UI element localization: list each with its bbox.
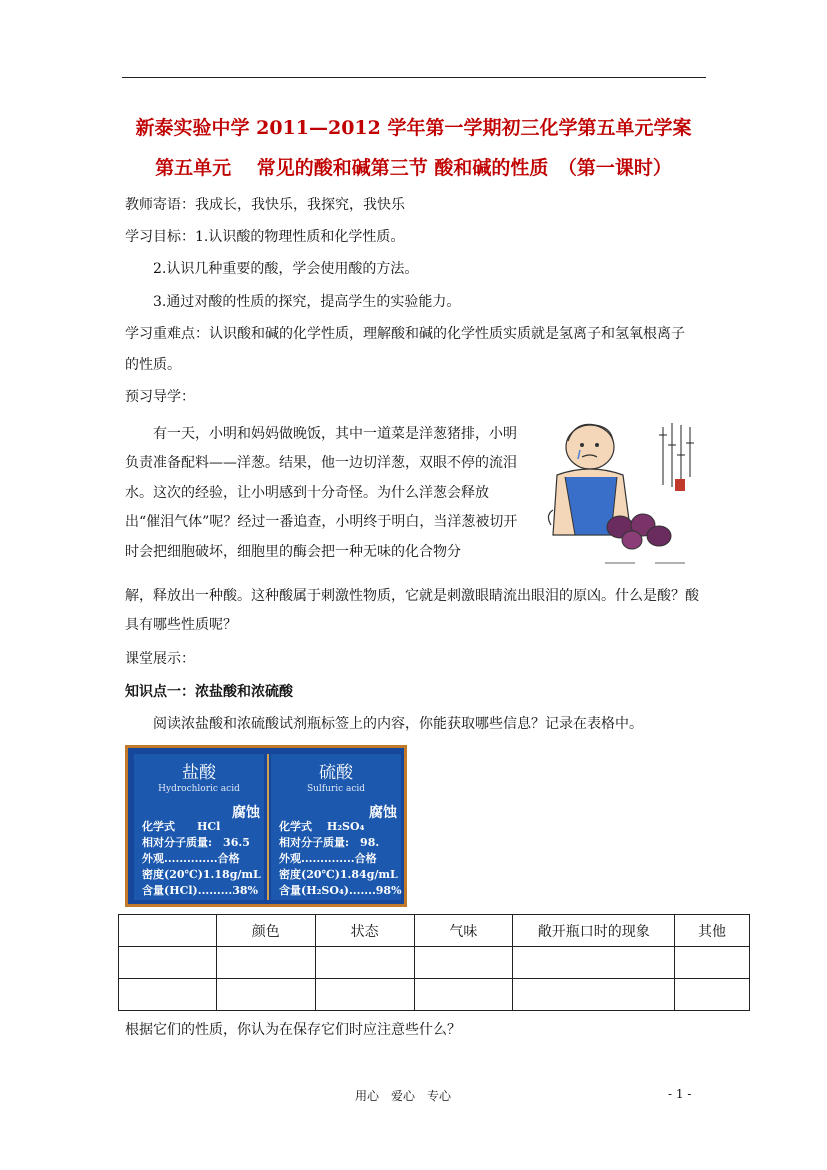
classroom-label: 课堂展示：: [125, 651, 195, 667]
table-row: [119, 979, 750, 1011]
knowledge-point-1-instruction: 阅读浓盐酸和浓硫酸试剂瓶标签上的内容，你能获取哪些信息？记录在表格中。: [153, 716, 643, 732]
table-cell[interactable]: [414, 947, 513, 979]
hcl-density: 密度(20℃)1.18g/mL: [142, 868, 261, 881]
table-header-row: [119, 915, 750, 947]
h2so4-molecular-mass: 相对分子质量: 98.: [279, 836, 380, 849]
table-cell[interactable]: [216, 947, 315, 979]
table-cell[interactable]: [513, 947, 675, 979]
page-number: - 1 -: [668, 1087, 692, 1101]
h2so4-appearance: 外观..............合格: [279, 852, 377, 865]
hcl-label: [134, 754, 264, 900]
teacher-motto: 教师寄语：我成长，我快乐，我探究，我快乐: [125, 197, 405, 213]
properties-table: [118, 914, 750, 1011]
onion-story: [125, 420, 523, 567]
learning-goal-1: 学习目标：1.认识酸的物理性质和化学性质。: [125, 229, 405, 245]
table-header-cell: 其他: [675, 915, 750, 947]
knowledge-point-1-title: 知识点一：浓盐酸和浓硫酸: [125, 684, 293, 700]
preview-label: 预习导学：: [125, 389, 195, 405]
learning-goal-2: 2.认识几种重要的酸，学会使用酸的方法。: [153, 261, 419, 277]
table-cell[interactable]: [675, 979, 750, 1011]
table-header-cell: 气味: [414, 915, 513, 947]
key-points-line-2: 的性质。: [125, 357, 181, 373]
key-points-line-1: 学习重难点：认识酸和碱的化学性质，理解酸和碱的化学性质实质就是氢离子和氢氧根离子: [125, 326, 685, 342]
table-header-cell: [119, 915, 217, 947]
h2so4-content: 含量(H₂SO₄).......98%: [279, 884, 402, 897]
hcl-molecular-mass: 相对分子质量: 36.5: [142, 836, 250, 849]
hcl-content: 含量(HCl).........38%: [142, 884, 258, 897]
h2so4-label-name: 硫酸: [319, 763, 353, 783]
table-cell[interactable]: [119, 979, 217, 1011]
storage-question: 根据它们的性质，你认为在保存它们时应注意些什么？: [125, 1022, 461, 1038]
story-tail: 解，释放出一种酸。这种酸属于刺激性物质，它就是刺激眼睛流出眼泪的原凶。什么是酸？酸具有哪些性质呢？: [125, 588, 699, 633]
table-cell[interactable]: [675, 947, 750, 979]
h2so4-label-english: Sulfuric acid: [306, 784, 366, 794]
story-paragraph: 有一天，小明和妈妈做晚饭，其中一道菜是洋葱猪排，小明负责准备配料——洋葱。结果，他一边切洋葱，双眼不停的流泪水。这次的经验，让小明感到十分奇怪。为什么洋葱会释放出“催泪气体”呢？经过一番追查，小明终于明白，当洋葱被切开时会把细胞破坏，细胞里的酶会把一种无味的化合物分: [125, 426, 518, 560]
hcl-appearance: 外观..............合格: [142, 852, 240, 865]
hcl-label-english: Hydrochloric acid: [158, 784, 240, 794]
onion-cartoon-illustration: [535, 415, 707, 575]
table-header-cell: 敞开瓶口时的现象: [513, 915, 675, 947]
table-cell[interactable]: [119, 947, 217, 979]
hcl-label-name: 盐酸: [182, 763, 216, 783]
label-divider: [267, 754, 269, 900]
reagent-labels-image: [125, 745, 407, 907]
table-header-cell: 颜色: [216, 915, 315, 947]
learning-goal-3: 3.通过对酸的性质的探究，提高学生的实验能力。: [153, 294, 461, 310]
section-title: 第五单元 常见的酸和碱第三节 酸和碱的性质 （第一课时）: [155, 157, 672, 179]
hcl-formula: 化学式 HCl: [142, 820, 221, 833]
h2so4-formula: 化学式 H₂SO₄: [279, 820, 365, 833]
table-cell[interactable]: [216, 979, 315, 1011]
h2so4-density: 密度(20℃)1.84g/mL: [279, 868, 398, 881]
table-cell[interactable]: [513, 979, 675, 1011]
document-title: 新泰实验中学 2011—2012 学年第一学期初三化学第五单元学案: [135, 117, 692, 139]
table-header-cell: 状态: [315, 915, 414, 947]
footer-motto: 用心 爱心 专心: [355, 1089, 452, 1103]
table-cell[interactable]: [315, 979, 414, 1011]
header-rule: [122, 77, 706, 78]
h2so4-label: [271, 754, 401, 900]
hcl-corrosive-mark: 腐蚀: [232, 805, 260, 821]
table-cell[interactable]: [414, 979, 513, 1011]
table-row: [119, 947, 750, 979]
table-cell[interactable]: [315, 947, 414, 979]
h2so4-corrosive-mark: 腐蚀: [369, 805, 397, 821]
